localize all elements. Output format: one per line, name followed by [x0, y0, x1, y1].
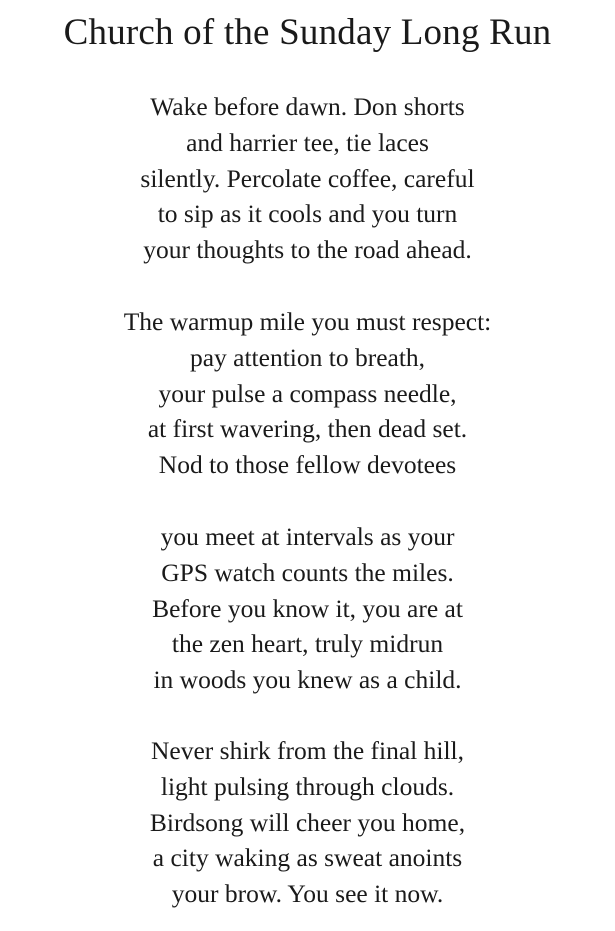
stanza-2	[0, 304, 615, 483]
poem-line: your brow. You see it now.	[171, 879, 444, 909]
poem-line: GPS watch counts the miles.	[161, 557, 454, 587]
poem-line: and harrier tee, tie laces	[186, 127, 429, 157]
poem-line: Before you know it, you are at	[152, 593, 463, 623]
poem-line: in woods you knew as a child.	[153, 665, 462, 695]
poem-line: to sip as it cools and you turn	[157, 199, 458, 229]
poem-line: your thoughts to the road ahead.	[143, 235, 472, 265]
poem-line: Nod to those fellow devotees	[158, 450, 457, 480]
poem-line: The warmup mile you must respect:	[123, 307, 492, 336]
poem-line: at first wavering, then dead set.	[147, 414, 468, 444]
poem-line: Birdsong will cheer you home,	[149, 807, 466, 837]
poem-line: Wake before dawn. Don shorts	[150, 92, 465, 121]
poem-line: pay attention to breath,	[189, 342, 426, 372]
stanza-1	[0, 89, 615, 268]
poem-line: silently. Percolate coffee, careful	[140, 163, 475, 193]
poem-line: a city waking as sweat anoints	[152, 843, 463, 873]
poem-line: your pulse a compass needle,	[158, 378, 457, 408]
poem-title: Church of the Sunday Long Run	[63, 12, 552, 53]
stanza-4	[0, 733, 615, 912]
poem-line: you meet at intervals as your	[160, 522, 455, 551]
poem-line: light pulsing through clouds.	[160, 771, 455, 801]
poem-line: Never shirk from the final hill,	[151, 736, 464, 765]
stanza-3	[0, 519, 615, 698]
poem-line: the zen heart, truly midrun	[171, 629, 444, 659]
